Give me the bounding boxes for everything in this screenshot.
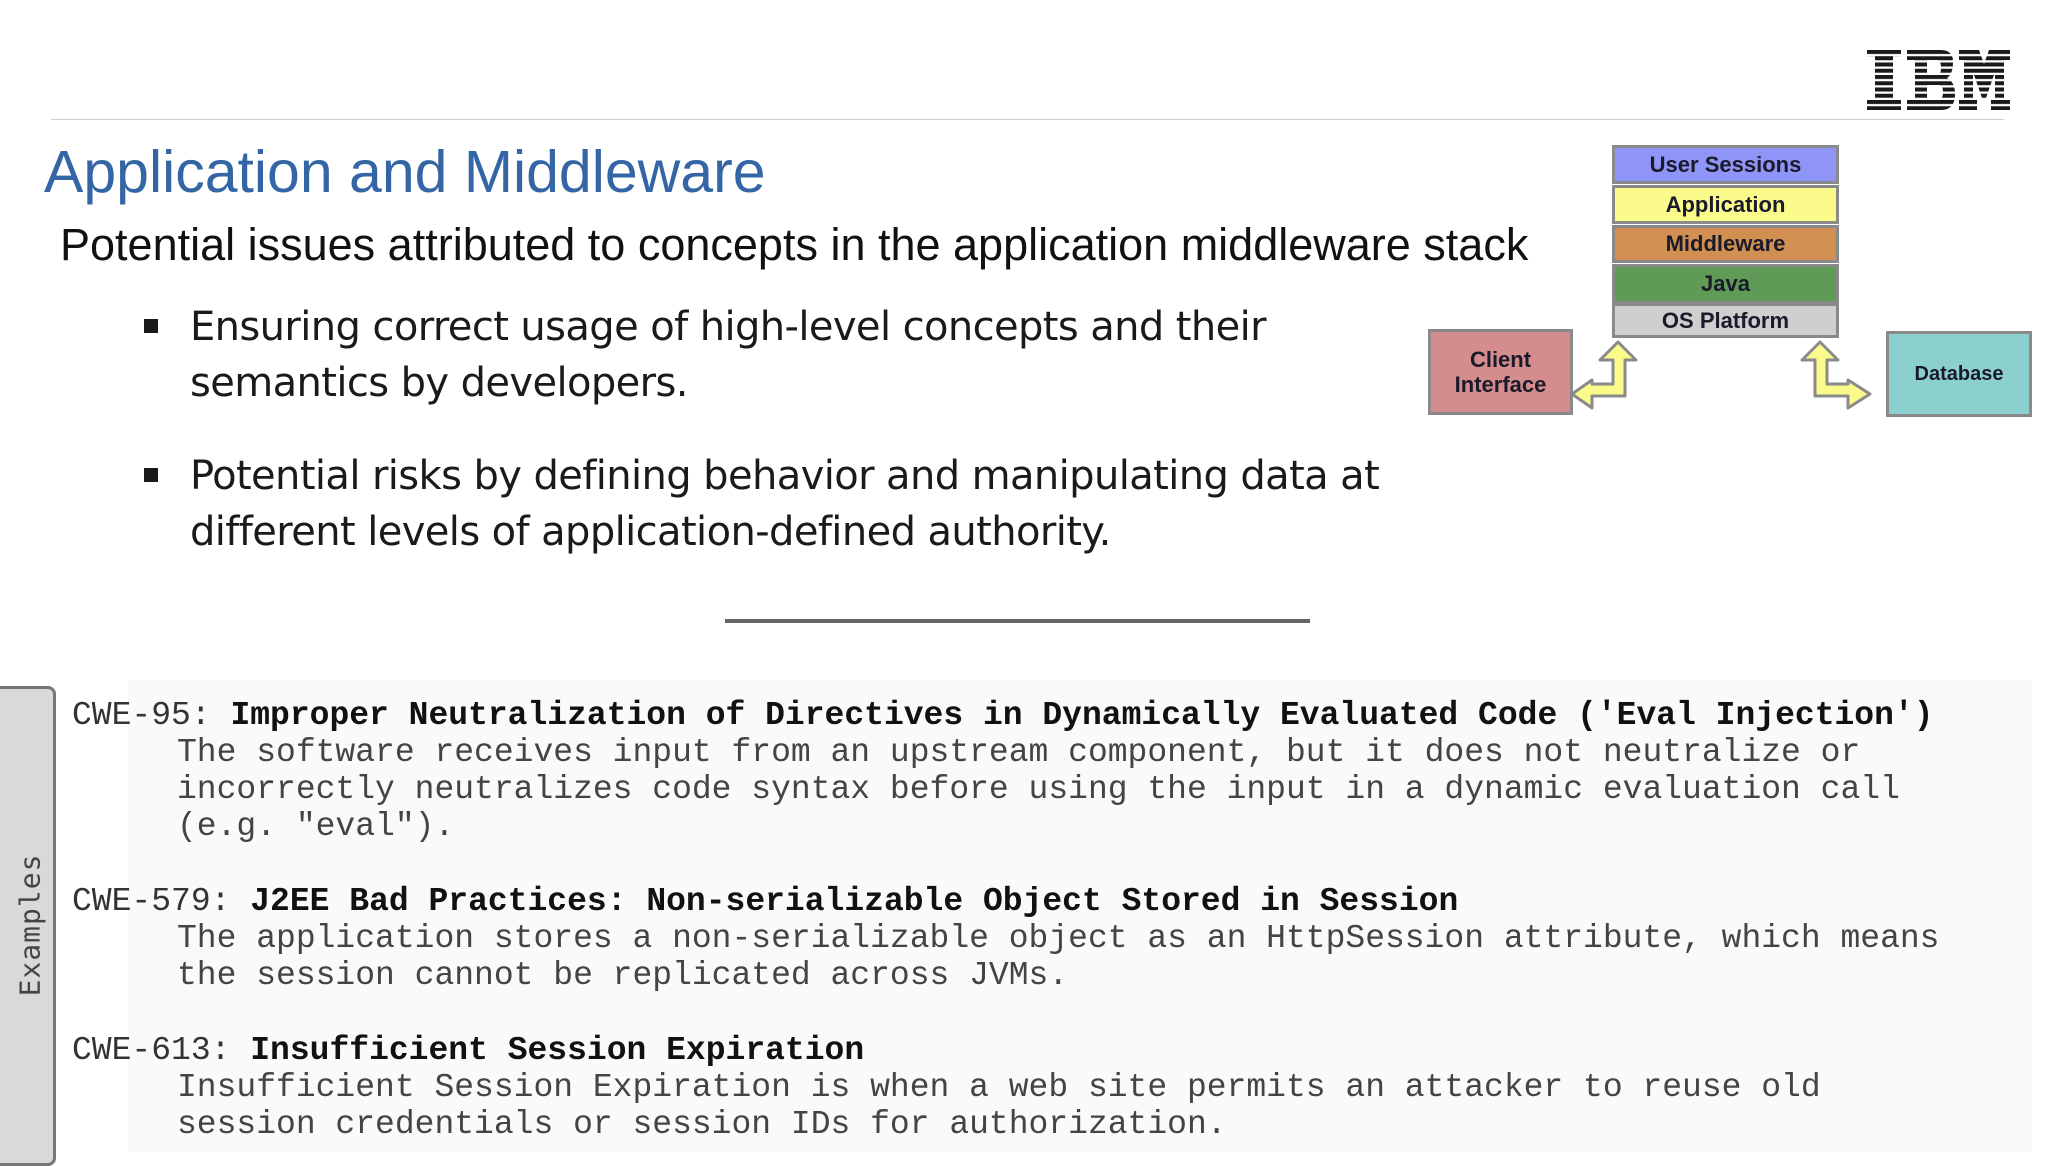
- cwe-name: Insufficient Session Expiration: [250, 1032, 865, 1069]
- cwe-description-line: The application stores a non-serializable object as an HttpSession attribute, which means: [177, 920, 1940, 957]
- cwe-entry: [72, 1032, 2022, 1143]
- cwe-entry: [72, 883, 2022, 994]
- examples-tab-label: Examples: [13, 853, 47, 997]
- bullet-text-line: Potential risks by defining behavior and manipulating data at: [190, 453, 1380, 499]
- client-label-line: Client: [1469, 347, 1532, 372]
- section-divider: [725, 619, 1310, 623]
- stack-layer-application: Application: [1612, 185, 1839, 224]
- bullet-square-icon: [144, 468, 158, 482]
- page-subtitle: Potential issues attributed to concepts in the application middleware stack: [60, 219, 1529, 270]
- cwe-description-line: session credentials or session IDs for authorization.: [177, 1106, 1227, 1143]
- bullet-item: [140, 299, 1380, 411]
- stack-layer-user-sessions: User Sessions: [1612, 145, 1839, 184]
- cwe-id: CWE-95:: [72, 697, 211, 734]
- database-arrow-icon: [1798, 340, 1878, 416]
- stack-layer-os-platform: OS Platform: [1612, 303, 1839, 338]
- cwe-description-line: incorrectly neutralizes code syntax before using the input in a dynamic evaluation call: [177, 771, 1900, 808]
- cwe-description-line: the session cannot be replicated across JVMs.: [177, 957, 1069, 994]
- bullet-square-icon: [144, 319, 158, 333]
- cwe-name: J2EE Bad Practices: Non-serializable Object Stored in Session: [250, 883, 1459, 920]
- bullet-text-line: Ensuring correct usage of high-level concepts and their: [190, 304, 1266, 350]
- stack-layer-java: Java: [1612, 264, 1839, 304]
- cwe-id: CWE-579:: [72, 883, 231, 920]
- cwe-name: Improper Neutralization of Directives in Dynamically Evaluated Code ('Eval Injection'): [230, 697, 1934, 734]
- client-label-line: Interface: [1454, 372, 1547, 397]
- cwe-description-line: Insufficient Session Expiration is when a web site permits an attacker to reuse old: [177, 1069, 1821, 1106]
- bullet-text-line: semantics by developers.: [190, 360, 688, 406]
- bullet-text-line: different levels of application-defined authority.: [190, 509, 1111, 555]
- stack-layer-middleware: Middleware: [1612, 225, 1839, 263]
- database-box: Database: [1886, 331, 2032, 417]
- bullet-item: [140, 448, 1380, 560]
- cwe-entry: [72, 697, 2022, 845]
- cwe-id: CWE-613:: [72, 1032, 231, 1069]
- header-rule: [51, 119, 2004, 120]
- page-title: Application and Middleware: [44, 139, 766, 205]
- client-interface-box: [1428, 329, 1573, 415]
- client-arrow-icon: [1568, 340, 1648, 416]
- cwe-description-line: The software receives input from an upstream component, but it does not neutralize or: [177, 734, 1861, 771]
- cwe-description-line: (e.g. "eval").: [177, 808, 455, 845]
- ibm-logo-icon: [1867, 50, 2010, 110]
